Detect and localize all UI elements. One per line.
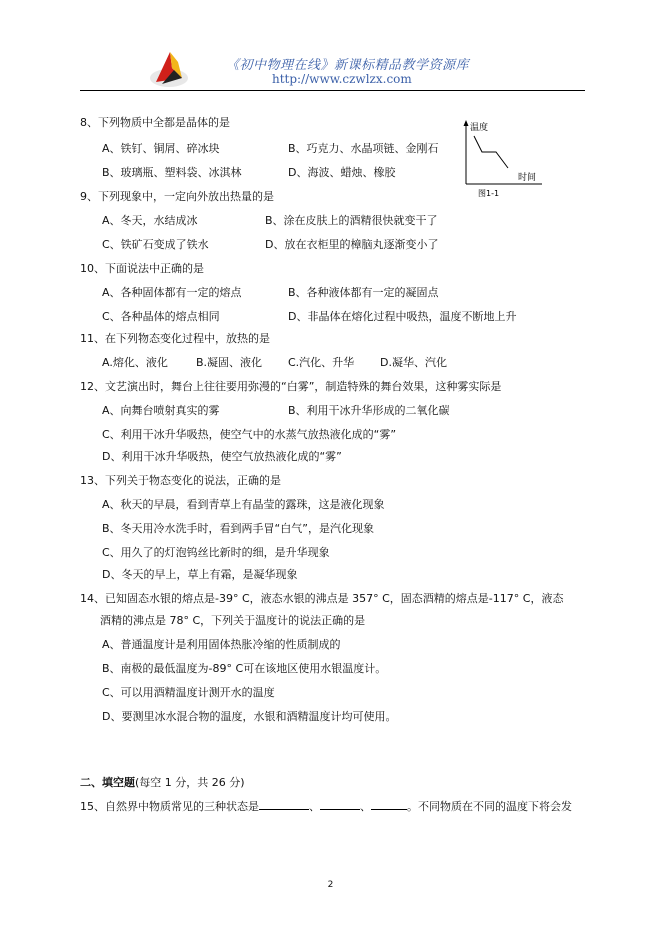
page-number: 2	[327, 880, 334, 890]
option: B.凝固、液化	[196, 356, 263, 369]
option: D、非晶体在熔化过程中吸热，温度不断地上升	[288, 310, 517, 323]
option: C、用久了的灯泡钨丝比新时的细，是升华现象	[102, 546, 330, 559]
option: A、向舞台喷射真实的雾	[102, 404, 220, 417]
option: B、利用干冰升华形成的二氧化碳	[288, 404, 450, 417]
option: C、各种晶体的熔点相同	[102, 310, 220, 323]
option: D、利用干冰升华吸热，使空气放热液化成的“雾”	[102, 450, 342, 463]
question-stem: 9、下列现象中，一定向外放出热量的是	[80, 190, 274, 203]
figure-caption: 图1-1	[478, 189, 500, 198]
option: B、巧克力、水晶项链、金刚石	[288, 142, 439, 155]
option: A、普通温度计是利用固体热胀冷缩的性质制成的	[102, 638, 341, 651]
logo-icon	[148, 48, 190, 90]
header-divider	[80, 90, 585, 91]
option: B、冬天用冷水洗手时，看到两手冒“白气”，是汽化现象	[102, 522, 374, 535]
section-heading	[80, 774, 245, 790]
question-stem: 14、已知固态水银的熔点是-39° C，液态水银的沸点是 357° C，固态酒精的熔点是-117° C，液态	[80, 592, 564, 605]
option: B、各种液体都有一定的凝固点	[288, 286, 439, 299]
option: D.凝华、汽化	[380, 356, 447, 369]
option: A、各种固体都有一定的熔点	[102, 286, 242, 299]
question-stem: 13、下列关于物态变化的说法，正确的是	[80, 474, 281, 487]
header-title: 《初中物理在线》新课标精品教学资源库	[226, 58, 470, 73]
option: D、冬天的早上，草上有霜，是凝华现象	[102, 568, 298, 581]
question-stem: 8、下列物质中全都是晶体的是	[80, 116, 230, 129]
option: C、利用干冰升华吸热，使空气中的水蒸气放热液化成的“雾”	[102, 428, 397, 441]
option: A、冬天，水结成冰	[102, 214, 198, 227]
answer-blank[interactable]	[371, 799, 407, 810]
option: A、铁钉、铜屑、碎冰块	[102, 142, 220, 155]
figure-ylabel: 温度	[470, 123, 489, 133]
section-title: 二、填空题	[80, 776, 135, 789]
option: D、放在衣柜里的樟脑丸逐渐变小了	[265, 238, 439, 251]
question-text: 15、自然界中物质常见的三种状态是	[80, 800, 259, 813]
question-stem-continued: 酒精的沸点是 78° C，下列关于温度计的说法正确的是	[100, 614, 366, 627]
option: A、秋天的早晨，看到青草上有晶莹的露珠，这是液化现象	[102, 498, 385, 511]
page-header	[0, 0, 661, 100]
separator: 、	[360, 800, 371, 813]
answer-blank[interactable]	[259, 799, 309, 810]
question-stem: 11、在下列物态变化过程中，放热的是	[80, 332, 270, 345]
answer-blank[interactable]	[320, 799, 360, 810]
question-stem: 10、下面说法中正确的是	[80, 262, 204, 275]
option: C、可以用酒精温度计测开水的温度	[102, 686, 275, 699]
question-text: 。不同物质在不同的温度下将会发	[407, 800, 572, 813]
section-note: (每空 1 分，共 26 分)	[135, 776, 245, 789]
question-stem: 12、文艺演出时，舞台上往往要用弥漫的“白雾”，制造特殊的舞台效果，这种雾实际是	[80, 380, 502, 393]
option: A.熔化、液化	[102, 356, 168, 369]
header-url[interactable]: http://www.czwlzx.com	[272, 72, 412, 86]
option: C、铁矿石变成了铁水	[102, 238, 209, 251]
option: D、要测里冰水混合物的温度，水银和酒精温度计均可使用。	[102, 710, 397, 723]
option: D、海波、蜡烛、橡胶	[288, 166, 396, 179]
separator: 、	[309, 800, 320, 813]
option: B、玻璃瓶、塑料袋、冰淇林	[102, 166, 242, 179]
figure-xlabel: 时间	[518, 173, 537, 183]
option: B、南极的最低温度为-89° C可在该地区使用水银温度计。	[102, 662, 387, 675]
option: C.汽化、升华	[288, 356, 355, 369]
fill-in-question	[80, 798, 572, 814]
option: B、涂在皮肤上的酒精很快就变干了	[265, 214, 438, 227]
figure-temperature-time	[460, 118, 550, 198]
